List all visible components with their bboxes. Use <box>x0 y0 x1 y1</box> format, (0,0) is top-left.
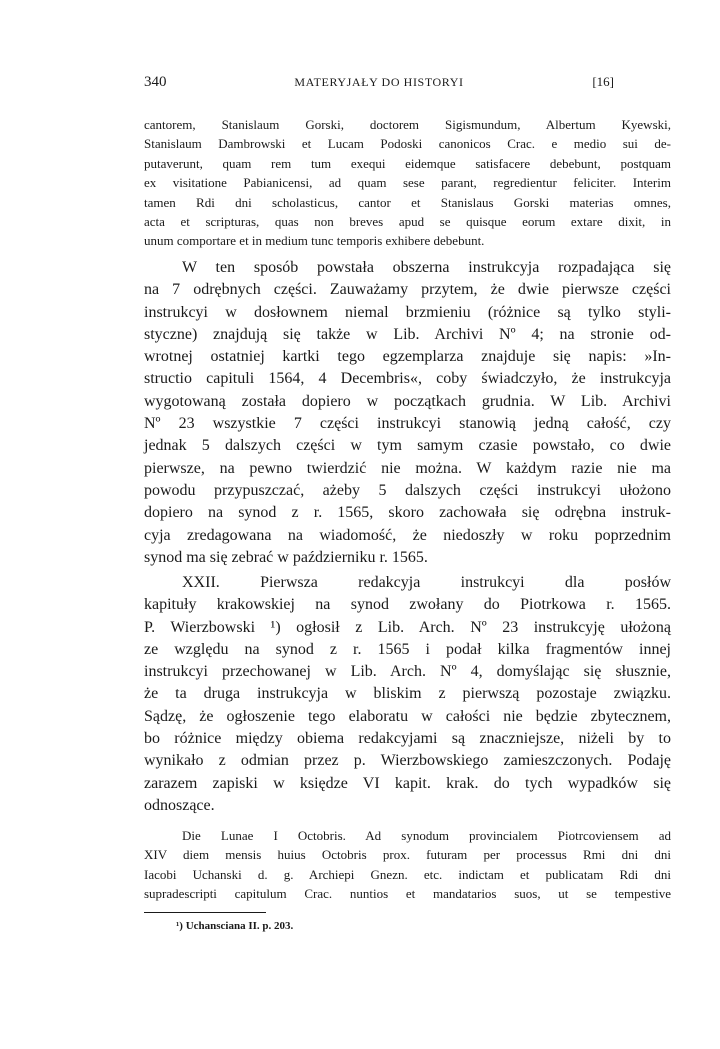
text-line: ze względu na synod z r. 1565 i podał kilka fragmentów innej <box>144 640 671 658</box>
text-line: cyja zredagowana na wiadomość, że niedoszły w roku poprzednim <box>144 526 671 544</box>
text-line: putaverunt, quam rem tum exequi eidemque satisfacere debebunt, postquam <box>144 155 671 171</box>
text-line: odnoszące. <box>144 796 215 814</box>
text-line: tamen Rdi dni scholasticus, cantor et Stanislaus Gorski materias omnes, <box>144 194 671 210</box>
bracket-number: [16] <box>592 74 614 89</box>
footnote-rule <box>144 912 266 913</box>
latin-top-block <box>144 115 671 251</box>
text-line: unum comportare et in medium tunc temporis exhibere debebunt. <box>144 233 485 249</box>
text-line: na 7 odrębnych części. Zauważamy przytem, że dwie pierwsze części <box>144 281 671 299</box>
text-line: acta et scripturas, quas non breves apud se quisque eorum extare dixit, in <box>144 214 671 230</box>
section-heading-line: XXII. Pierwsza redakcyja instrukcyi dla posłów <box>182 574 671 591</box>
text-line: Iacobi Uchanski d. g. Archiepi Gnezn. etc. indictam et publicatam Rdi dni <box>144 866 671 882</box>
text-line: Stanislaum Dambrowski et Lucam Podoski canonicos Crac. e medio sui de- <box>144 136 671 152</box>
text-line: jednak 5 dalszych części w tym samym czasie powstało, co dwie <box>144 437 671 455</box>
text-line: wynikało z odmian przez p. Wierzbowskiego zamieszczonych. Podaję <box>144 752 671 770</box>
page-number: 340 <box>144 74 167 90</box>
text-line: wygotowaną została dopiero w początkach grudnia. W Lib. Archivi <box>144 392 671 410</box>
text-line: że ta druga instrukcyja w bliskim z pierwszą pozostaje związku. <box>144 685 671 703</box>
text-line: cantorem, Stanislaum Gorski, doctorem Sigismundum, Albertum Kyewski, <box>144 117 671 132</box>
text-line: pierwsze, na pewno twierdzić nie można. W każdym razie nie ma <box>144 459 671 477</box>
text-line: styczne) znajdują się także w Lib. Archivi Nº 4; na stronie od- <box>144 325 671 343</box>
text-line: instrukcyi w dosłownem niemal brzmieniu (różnice są tylko styli- <box>144 303 671 321</box>
text-line: wrotnej ostatniej kartki tego egzemplarza znajduje się napis: »In- <box>144 348 671 366</box>
text-line: bo różnice między obiema redakcyjami są znaczniejsze, niżeli by to <box>144 730 671 748</box>
text-line: ex visitatione Pabianicensi, ad quam sese parant, regredientur feliciter. Interim <box>144 175 671 191</box>
text-line: instrukcyi przechowanej w Lib. Arch. Nº 4, domyślając się słusznie, <box>144 663 671 681</box>
text-line: structio capituli 1564, 4 Decembris«, coby świadczyło, że instrukcyja <box>144 370 671 388</box>
paragraph-1 <box>144 257 671 569</box>
running-title: MATERYJAŁY DO HISTORYI <box>294 75 464 89</box>
text-line: P. Wierzbowski ¹) ogłosił z Lib. Arch. Nº 23 instrukcyję ułożoną <box>144 618 671 636</box>
text-line: Nº 23 wszystkie 7 części instrukcyi stanowią jedną całość, czy <box>144 415 671 433</box>
text-line: Die Lunae I Octobris. Ad synodum provincialem Piotrcoviensem ad <box>182 828 671 843</box>
text-line: supradescripti capitulum Crac. nuntios et mandatarios suos, ut se tempestive <box>144 886 671 902</box>
text-line: zarazem zapiski w księdze VI kapit. krak. do tych wypadków się <box>144 774 671 792</box>
text-line: W ten sposób powstała obszerna instrukcyja rozpadająca się <box>182 259 671 276</box>
text-line: kapituły krakowskiej na synod zwołany do Piotrkowa r. 1565. <box>144 596 671 614</box>
text-line: dopiero na synod z r. 1565, skoro zachowała się odrębna instruk- <box>144 504 671 522</box>
running-header <box>144 72 614 94</box>
latin-bottom-block <box>144 826 671 904</box>
paragraph-2 <box>144 572 671 817</box>
text-line: synod ma się zebrać w październiku r. 1565. <box>144 548 428 566</box>
text-line: XIV diem mensis huius Octobris prox. futuram per processus Rmi dni dni <box>144 847 671 863</box>
text-line: powodu przypuszczać, ażeby 5 dalszych części instrukcyi ułożono <box>144 481 671 499</box>
footnote: ¹) Uchansciana II. p. 203. <box>176 920 294 932</box>
text-line: Sądzę, że ogłoszenie tego elaboratu w całości nie będzie zbytecznem, <box>144 707 671 725</box>
